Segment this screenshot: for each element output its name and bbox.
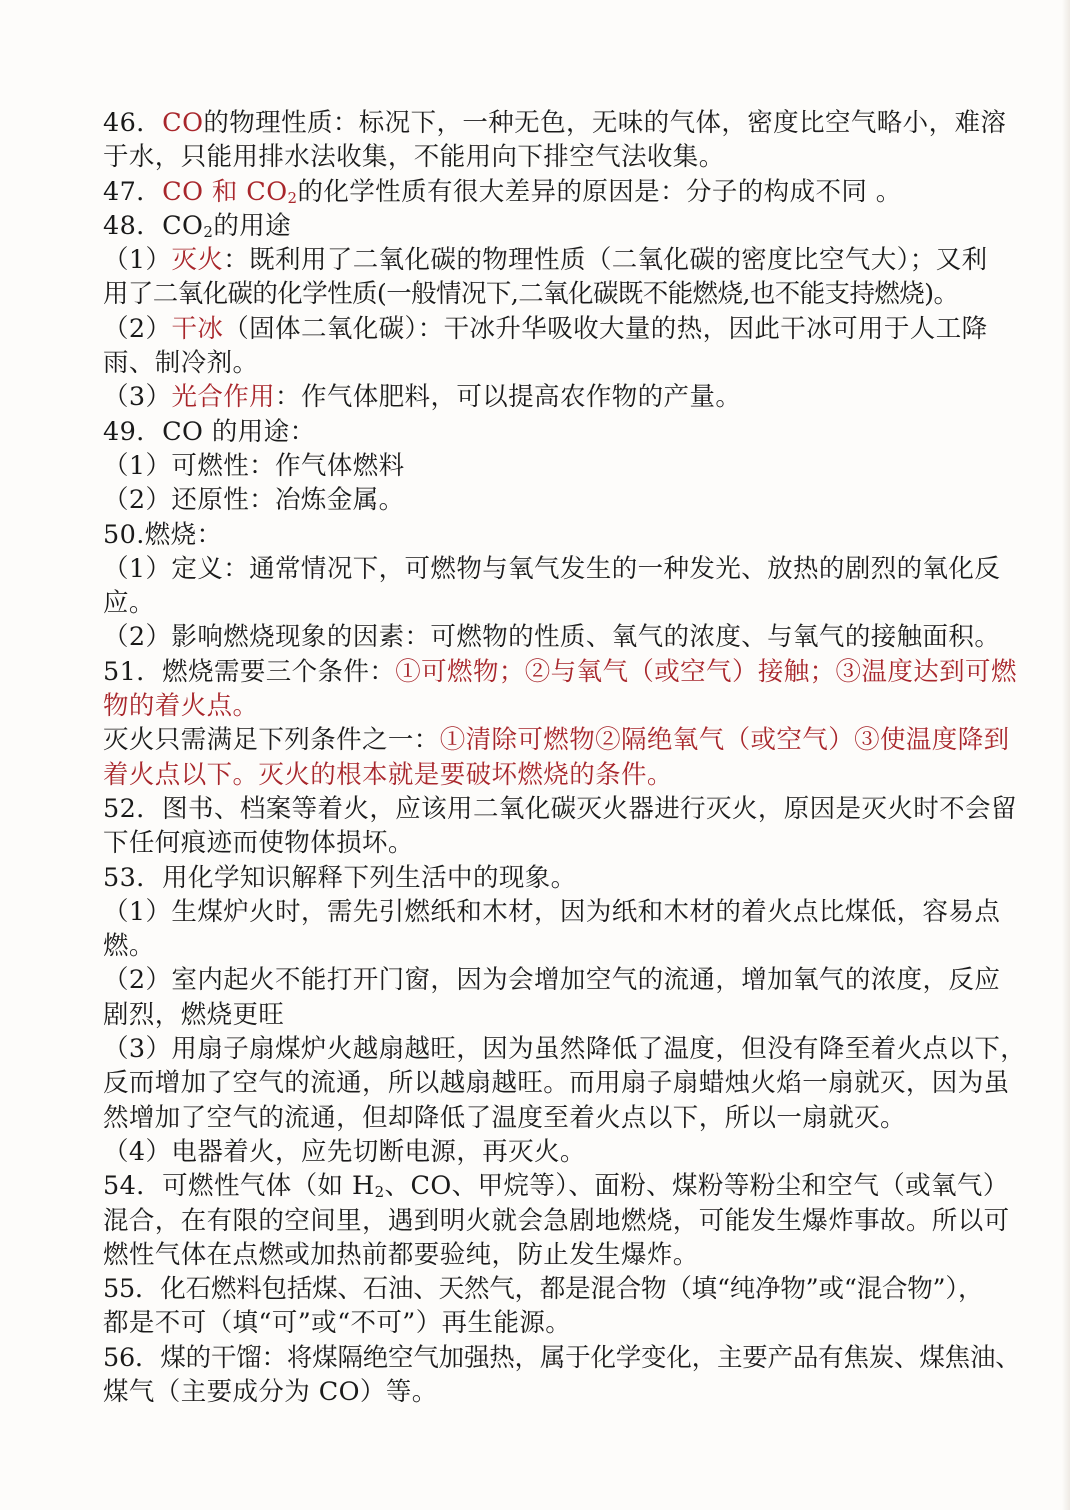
subscript: 2 xyxy=(374,1183,385,1202)
body-text: （固体二氧化碳）：干冰升华吸收大量的热，因此干冰可用于人工降 xyxy=(223,313,988,344)
subscript: 2 xyxy=(287,188,298,207)
highlight-text: 干冰 xyxy=(171,313,224,344)
item-48-point-2-line-2: 雨、制冷剂。 xyxy=(103,348,259,379)
item-49-title: 49．CO 的用途： xyxy=(103,416,316,447)
item-53-point-4: （4）电器着火，应先切断电源，再灭火。 xyxy=(103,1136,586,1167)
highlight-text: 灭火 xyxy=(171,245,224,276)
item-50-point-2: （2）影响燃烧现象的因素：可燃物的性质、氧气的浓度、与氧气的接触面积。 xyxy=(103,622,1001,653)
highlight-text: ①可燃物；②与氧气（或空气）接触；③温度达到可燃 xyxy=(395,656,1017,687)
body-text: ：既利用了二氧化碳的物理性质（二氧化碳的密度比空气大）；又利 xyxy=(223,245,988,276)
item-53-point-1-line-1: （1）生煤炉火时，需先引燃纸和木材，因为纸和木材的着火点比煤低，容易点 xyxy=(103,896,1001,927)
highlight-text: ①清除可燃物②隔绝氧气（或空气）③使温度降到 xyxy=(439,725,1010,756)
item-53-point-2-line-1: （2）室内起火不能打开门窗，因为会增加空气的流通，增加氧气的浓度，反应 xyxy=(103,965,1001,996)
item-50-point-1-line-2: 应。 xyxy=(103,588,155,619)
highlight-text: CO xyxy=(162,108,204,138)
item-number: 46． xyxy=(103,108,163,138)
item-50-point-1-line-1: （1）定义：通常情况下，可燃物与氧气发生的一种发光、放热的剧烈的氧化反 xyxy=(103,553,1001,584)
item-53-point-2-line-2: 剧烈，燃烧更旺 xyxy=(103,999,285,1030)
item-48-point-1-line-2: 用了二氧化碳的化学性质(一般情况下,二氧化碳既不能燃烧,也不能支持燃烧)。 xyxy=(103,279,959,310)
body-text: 54．可燃性气体（如 H xyxy=(103,1171,375,1202)
body-text: ：作气体肥料，可以提高农作物的产量。 xyxy=(275,382,742,413)
point-number: （2） xyxy=(103,313,172,344)
body-text: 的化学性质有很大差异的原因是：分子的构成不同 。 xyxy=(297,176,902,207)
item-51-line-3 xyxy=(103,723,1010,757)
point-number: （3） xyxy=(103,382,172,413)
item-46-line-2: 于水，只能用排水法收集，不能用向下排空气法收集。 xyxy=(103,142,725,173)
item-48-title xyxy=(103,209,974,243)
item-56-line-2: 煤气（主要成分为 CO）等。 xyxy=(103,1376,438,1407)
body-text: 灭火只需满足下列条件之一： xyxy=(103,725,440,756)
item-51-line-2: 物的着火点。 xyxy=(103,691,259,722)
item-55-line-1: 55．化石燃料包括煤、石油、天然气，都是混合物（填“纯净物”或“混合物”）， xyxy=(103,1274,984,1305)
item-number: 47． xyxy=(103,176,163,207)
item-53-point-3-line-2: 反而增加了空气的流通，所以越扇越旺。而用扇子扇蜡烛火焰一扇就灭，因为虽 xyxy=(103,1068,1010,1099)
item-47-line-1 xyxy=(103,175,974,209)
item-51-line-1 xyxy=(103,655,1017,689)
item-49-point-2: （2）还原性：冶炼金属。 xyxy=(103,485,405,516)
highlight-text: CO 和 CO xyxy=(162,176,288,207)
item-55-line-2: 都是不可（填“可”或“不可”）再生能源。 xyxy=(103,1308,572,1339)
item-56-line-1: 56．煤的干馏：将煤隔绝空气加强热，属于化学变化，主要产品有焦炭、煤焦油、 xyxy=(103,1342,1021,1373)
highlight-text: 光合作用 xyxy=(171,382,276,413)
point-number: （1） xyxy=(103,245,172,276)
item-53-point-3-line-1: （3）用扇子扇煤炉火越扇越旺，因为虽然降低了温度，但没有降至着火点以下， xyxy=(103,1034,1027,1065)
item-48-point-3 xyxy=(103,380,974,414)
item-52-line-1: 52．图书、档案等着火，应该用二氧化碳灭火器进行灭火，原因是灭火时不会留 xyxy=(103,793,1017,824)
item-54-line-2: 混合，在有限的空间里，遇到明火就会急剧地燃烧，可能发生爆炸事故。所以可 xyxy=(103,1205,1010,1236)
item-53-point-3-line-3: 然增加了空气的流通，但却降低了温度至着火点以下，所以一扇就灭。 xyxy=(103,1102,906,1133)
item-46-line-1 xyxy=(103,106,1007,140)
item-52-line-2: 下任何痕迹而使物体损坏。 xyxy=(103,828,414,859)
page-edge-shadow xyxy=(1062,0,1070,1510)
body-text: 的用途 xyxy=(213,210,292,241)
item-49-point-1: （1）可燃性：作气体燃料 xyxy=(103,450,405,481)
body-text: 51．燃烧需要三个条件： xyxy=(103,656,396,687)
item-53-point-1-line-2: 燃。 xyxy=(103,931,155,962)
item-54-line-1 xyxy=(103,1169,1009,1203)
item-51-line-4: 着火点以下。灭火的根本就是要破坏燃烧的条件。 xyxy=(103,759,673,790)
body-text: 的物理性质：标况下，一种无色，无味的气体，密度比空气略小，难溶 xyxy=(203,108,1007,138)
subscript: 2 xyxy=(203,222,214,241)
body-text: 、CO、甲烷等）、面粉、煤粉等粉尘和空气（或氧气） xyxy=(384,1171,1009,1202)
item-53-title: 53．用化学知识解释下列生活中的现象。 xyxy=(103,862,577,893)
item-48-point-1-line-1 xyxy=(103,243,988,277)
item-54-line-3: 燃性气体在点燃或加热前都要验纯，防止发生爆炸。 xyxy=(103,1239,699,1270)
item-48-point-2-line-1 xyxy=(103,312,988,346)
item-50-title: 50.燃烧： xyxy=(103,519,223,550)
item-number: 48．CO xyxy=(103,210,204,241)
